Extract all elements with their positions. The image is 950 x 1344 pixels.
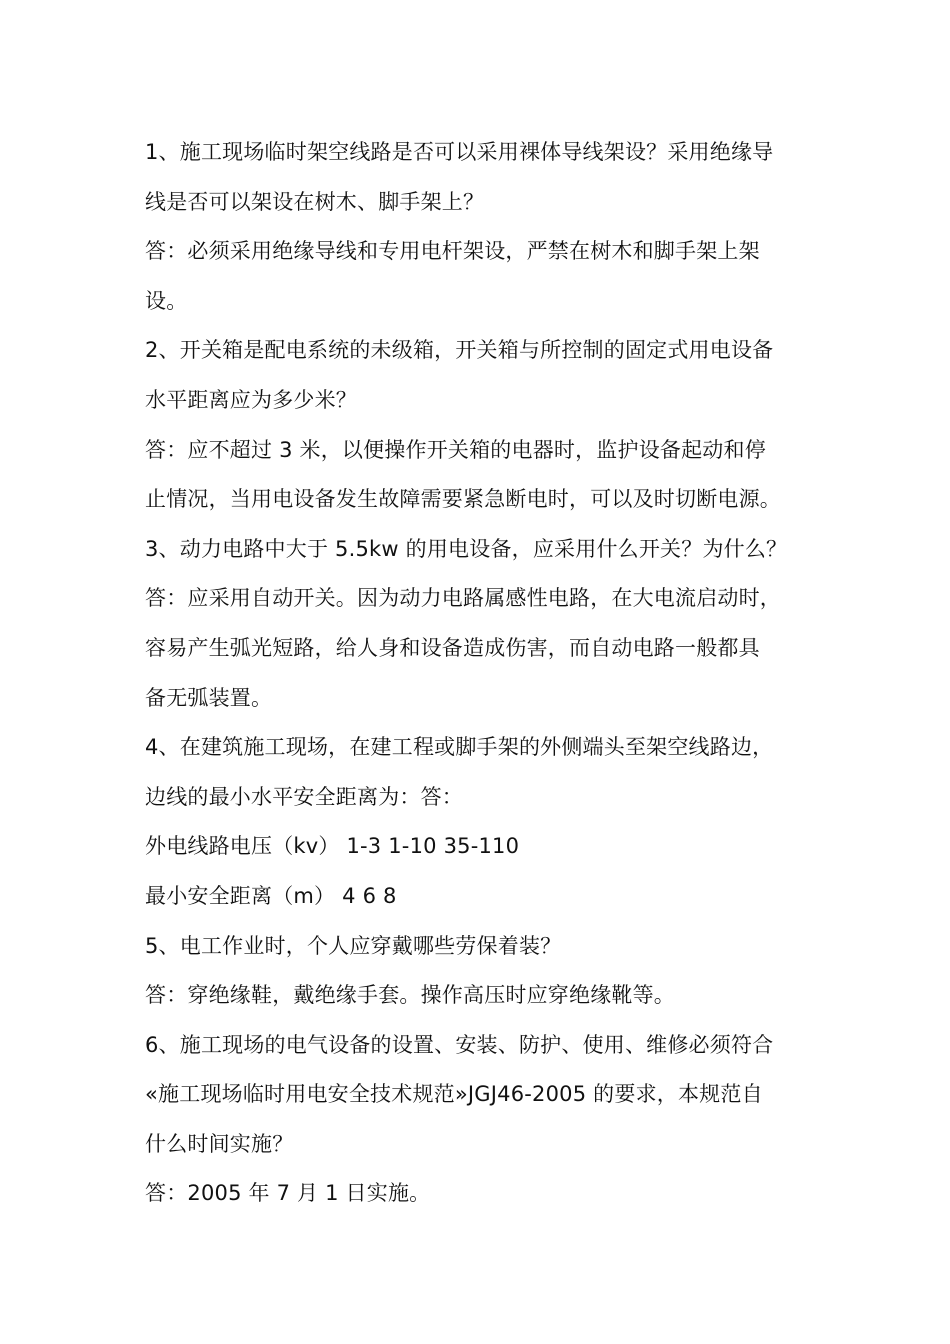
answer-3-line-2: 容易产生弧光短路，给人身和设备造成伤害，而自动电路一般都具 [145, 635, 760, 660]
answer-3-line-1: 答：应采用自动开关。因为动力电路属感性电路，在大电流启动时， [145, 586, 781, 611]
answer-1-line-2: 设。 [145, 288, 188, 313]
answer-3-line-3: 备无弧装置。 [145, 685, 273, 710]
distance-row: 最小安全距离（m） 4 6 8 [145, 883, 397, 908]
answer-2-line-2: 止情况，当用电设备发生故障需要紧急断电时，可以及时切断电源。 [145, 487, 781, 512]
question-5-line-1: 5、电工作业时，个人应穿戴哪些劳保着装？ [145, 933, 562, 958]
question-4-line-2: 边线的最小水平安全距离为：答： [145, 784, 463, 809]
question-6-line-2: «施工现场临时用电安全技术规范»JGJ46-2005 的要求，本规范自 [145, 1082, 763, 1107]
answer-2-line-1: 答：应不超过 3 米，以便操作开关箱的电器时，监护设备起动和停 [145, 437, 766, 462]
answer-6-line-1: 答：2005 年 7 月 1 日实施。 [145, 1181, 431, 1206]
question-6-line-1: 6、施工现场的电气设备的设置、安装、防护、使用、维修必须符合 [145, 1032, 774, 1057]
question-2-line-1: 2、开关箱是配电系统的未级箱，开关箱与所控制的固定式用电设备 [145, 338, 774, 363]
answer-1-line-1: 答：必须采用绝缘导线和专用电杆架设，严禁在树木和脚手架上架 [145, 239, 760, 264]
question-4-line-1: 4、在建筑施工现场，在建工程或脚手架的外侧端头至架空线路边， [145, 735, 774, 760]
answer-5-line-1: 答：穿绝缘鞋，戴绝缘手套。操作高压时应穿绝缘靴等。 [145, 983, 675, 1008]
question-2-line-2: 水平距离应为多少米？ [145, 387, 357, 412]
question-6-line-3: 什么时间实施？ [145, 1131, 294, 1156]
document-body [145, 128, 815, 1219]
question-3-line-1: 3、动力电路中大于 5.5kw 的用电设备，应采用什么开关？为什么？ [145, 536, 788, 561]
voltage-row: 外电线路电压（kv） 1-3 1-10 35-110 [145, 834, 520, 859]
question-1-line-1: 1、施工现场临时架空线路是否可以采用裸体导线架设？采用绝缘导 [145, 140, 774, 164]
question-1-line-2: 线是否可以架设在树木、脚手架上？ [145, 189, 485, 214]
